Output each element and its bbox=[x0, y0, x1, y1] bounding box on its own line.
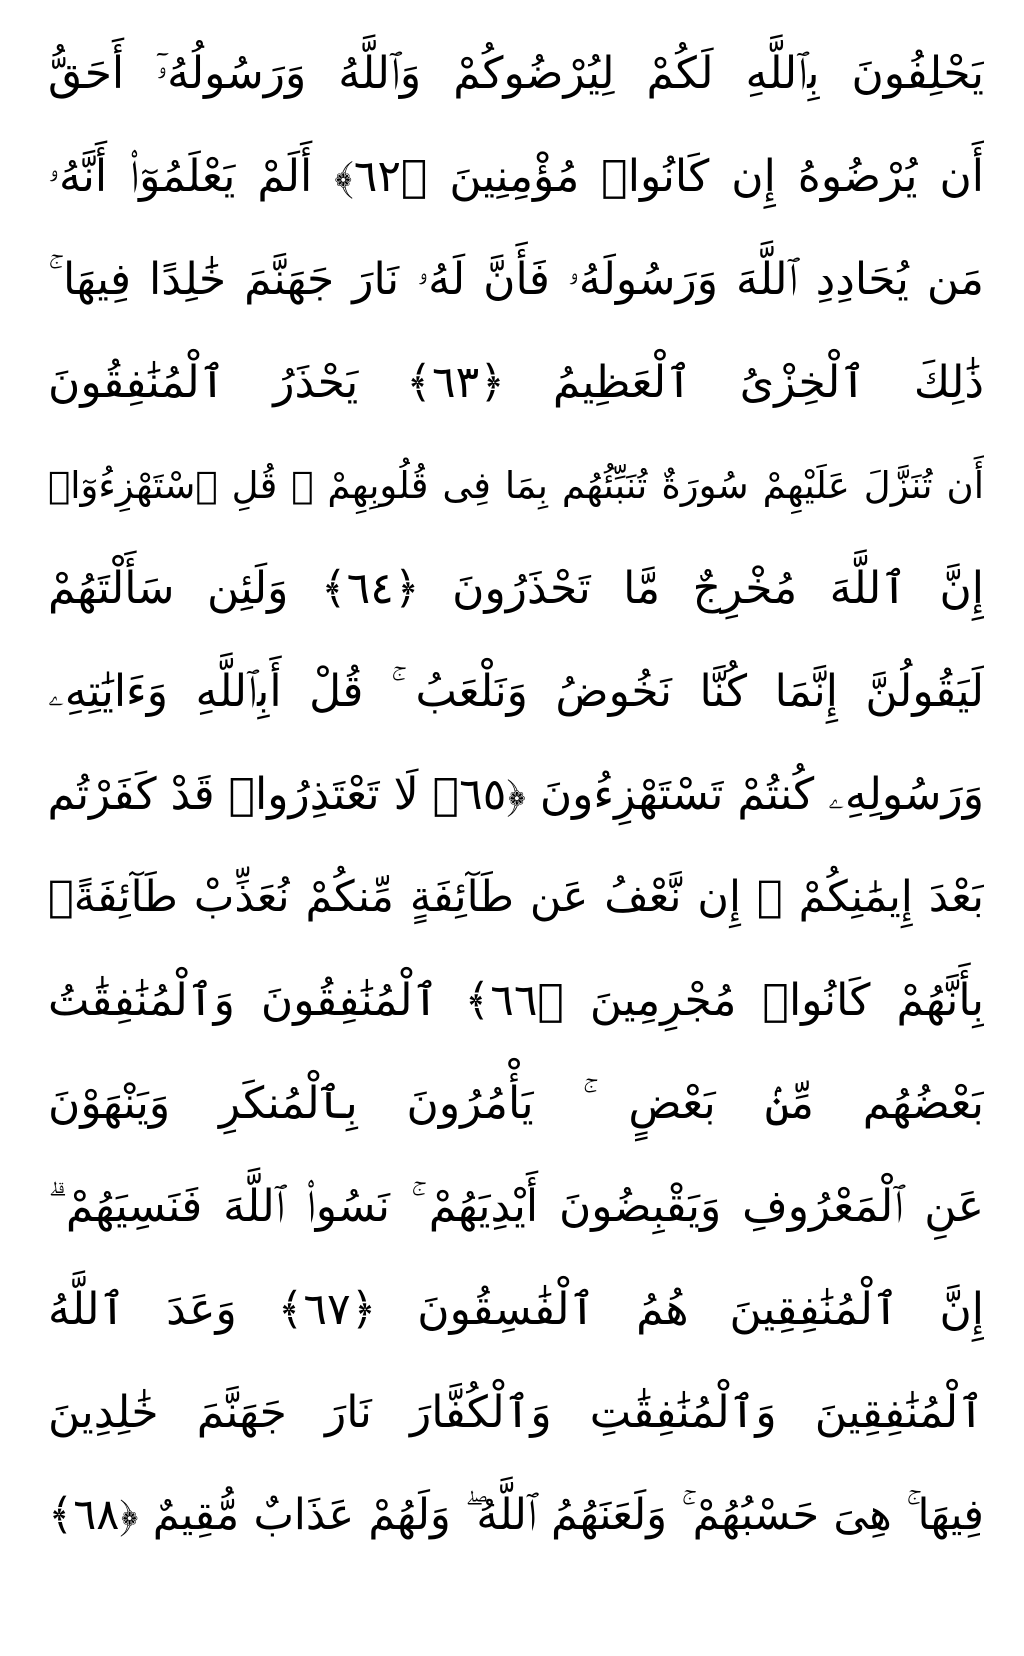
verse-line-text: ذَٰلِكَ ٱلْخِزْىُ ٱلْعَظِيمُ ﴿٦٣﴾ يَحْذَرُ ٱلْمُنَٰفِقُونَ bbox=[48, 356, 984, 408]
verse-line-13 bbox=[48, 1258, 984, 1361]
verse-line-text: أَن تُنَزَّلَ عَلَيْهِمْ سُورَةٌ تُنَبِّئُهُم بِمَا فِى قُلُوبِهِمْ ۚ قُلِ ٱسْتَهْزِءُوٓا۟ bbox=[48, 464, 984, 507]
verse-line-2 bbox=[48, 125, 984, 228]
verse-line-text: أَن يُرْضُوهُ إِن كَانُوا۟ مُؤْمِنِينَ ﴿٦٢﴾ أَلَمْ يَعْلَمُوٓا۟ أَنَّهُۥ bbox=[48, 150, 984, 202]
verse-line-15 bbox=[48, 1464, 984, 1567]
verse-line-text: يَحْلِفُونَ بِٱللَّهِ لَكُمْ لِيُرْضُوكُمْ وَٱللَّهُ وَرَسُولُهُۥٓ أَحَقُّ bbox=[48, 47, 984, 99]
verse-line-5 bbox=[48, 434, 984, 537]
verse-line-text: إِنَّ ٱلْمُنَٰفِقِينَ هُمُ ٱلْفَٰسِقُونَ ﴿٦٧﴾ وَعَدَ ٱللَّهُ bbox=[48, 1283, 984, 1335]
verse-line-4 bbox=[48, 331, 984, 434]
verse-line-text: لَيَقُولُنَّ إِنَّمَا كُنَّا نَخُوضُ وَنَلْعَبُ ۚ قُلْ أَبِٱللَّهِ وَءَايَٰتِهِۦ bbox=[48, 665, 984, 717]
verse-line-10 bbox=[48, 949, 984, 1052]
verse-line-text: فِيهَا ۚ هِىَ حَسْبُهُمْ ۚ وَلَعَنَهُمُ ٱللَّهُ ۖ وَلَهُمْ عَذَابٌ مُّقِيمٌ ﴿٦٨﴾ bbox=[48, 1490, 984, 1540]
verse-line-text: مَن يُحَادِدِ ٱللَّهَ وَرَسُولَهُۥ فَأَنَّ لَهُۥ نَارَ جَهَنَّمَ خَٰلِدًا فِيهَا ۚ bbox=[48, 253, 984, 305]
verse-line-text: وَرَسُولِهِۦ كُنتُمْ تَسْتَهْزِءُونَ ﴿٦٥﴾ لَا تَعْتَذِرُوا۟ قَدْ كَفَرْتُم bbox=[48, 768, 984, 820]
verse-line-6 bbox=[48, 537, 984, 640]
verse-line-9 bbox=[48, 846, 984, 949]
verse-line-text: بِأَنَّهُمْ كَانُوا۟ مُجْرِمِينَ ﴿٦٦﴾ ٱلْمُنَٰفِقُونَ وَٱلْمُنَٰفِقَٰتُ bbox=[48, 974, 984, 1026]
verse-line-text: بَعْدَ إِيمَٰنِكُمْ ۚ إِن نَّعْفُ عَن طَآئِفَةٍ مِّنكُمْ نُعَذِّبْ طَآئِفَةًۢ bbox=[48, 872, 984, 922]
verse-line-text: إِنَّ ٱللَّهَ مُخْرِجٌ مَّا تَحْذَرُونَ ﴿٦٤﴾ وَلَئِن سَأَلْتَهُمْ bbox=[48, 562, 984, 614]
verse-line-text: عَنِ ٱلْمَعْرُوفِ وَيَقْبِضُونَ أَيْدِيَهُمْ ۚ نَسُوا۟ ٱللَّهَ فَنَسِيَهُمْ ۗ bbox=[48, 1180, 984, 1232]
verse-line-11 bbox=[48, 1052, 984, 1155]
verse-line-text: ٱلْمُنَٰفِقِينَ وَٱلْمُنَٰفِقَٰتِ وَٱلْكُفَّارَ نَارَ جَهَنَّمَ خَٰلِدِينَ bbox=[48, 1386, 984, 1438]
verse-line-14 bbox=[48, 1361, 984, 1464]
verse-lines bbox=[48, 22, 984, 1567]
verse-line-8 bbox=[48, 743, 984, 846]
verse-line-12 bbox=[48, 1155, 984, 1258]
verse-line-text: بَعْضُهُم مِّنۢ بَعْضٍ ۚ يَأْمُرُونَ بِٱلْمُنكَرِ وَيَنْهَوْنَ bbox=[48, 1077, 984, 1129]
verse-line-7 bbox=[48, 640, 984, 743]
verse-line-3 bbox=[48, 228, 984, 331]
verse-line-1 bbox=[48, 22, 984, 125]
